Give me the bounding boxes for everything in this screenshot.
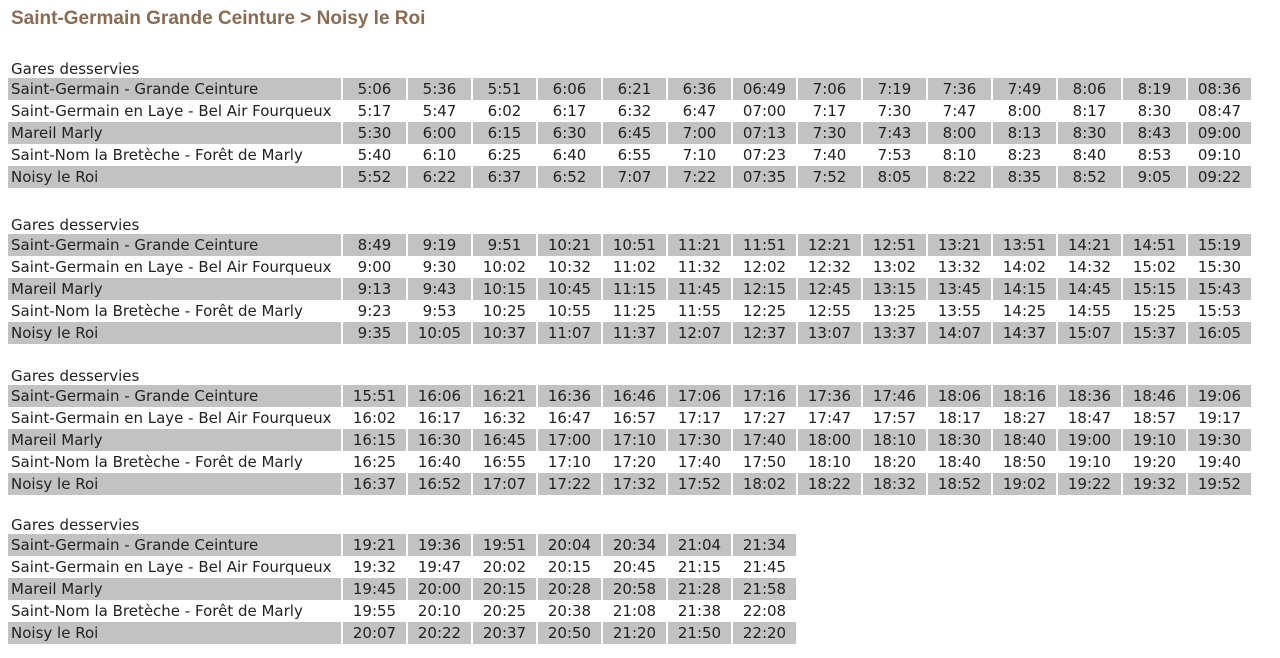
table-row [8,385,1251,407]
stations-header: Gares desservies [11,516,140,534]
departure-time: 9:51 [473,234,536,256]
departure-time: 19:00 [1058,429,1121,451]
station-name: Saint-Germain en Laye - Bel Air Fourqueux [11,558,332,576]
departure-time: 14:21 [1058,234,1121,256]
departure-time: 10:21 [538,234,601,256]
station-name: Noisy le Roi [8,622,341,644]
departure-time: 7:19 [863,78,926,100]
departure-time: 17:40 [733,429,796,451]
departure-time: 16:40 [417,453,462,471]
departure-time: 08:47 [1197,102,1242,120]
departure-time: 6:55 [617,146,652,164]
departure-time: 20:02 [482,558,527,576]
departure-time: 20:50 [538,622,601,644]
departure-time: 9:53 [422,302,457,320]
departure-time: 12:37 [733,322,796,344]
departure-time: 6:45 [603,122,666,144]
departure-time: 21:08 [612,602,657,620]
departure-time: 12:51 [863,234,926,256]
departure-time: 19:30 [1188,429,1251,451]
timetable-table [6,234,1253,344]
departure-time: 7:52 [798,166,861,188]
departure-time: 17:46 [863,385,926,407]
departure-time: 6:22 [408,166,471,188]
timetable-block [8,216,1253,344]
departure-time: 18:06 [928,385,991,407]
departure-time: 7:47 [942,102,977,120]
timetable-table [6,385,1253,495]
departure-time: 21:28 [668,578,731,600]
departure-time: 20:22 [408,622,471,644]
departure-time: 11:15 [603,278,666,300]
departure-time: 16:37 [343,473,406,495]
departure-time: 20:15 [547,558,592,576]
departure-time: 10:37 [473,322,536,344]
departure-time: 7:10 [682,146,717,164]
departure-time: 9:00 [357,258,392,276]
departure-time: 20:28 [538,578,601,600]
departure-time: 8:22 [928,166,991,188]
departure-time: 21:45 [742,558,787,576]
departure-time: 13:07 [798,322,861,344]
departure-time: 21:58 [733,578,796,600]
departure-time: 19:45 [343,578,406,600]
departure-time: 10:05 [408,322,471,344]
departure-time: 17:10 [547,453,592,471]
departure-time: 14:32 [1067,258,1112,276]
table-row [8,578,796,600]
departure-time: 7:53 [877,146,912,164]
departure-time: 15:19 [1188,234,1251,256]
departure-time: 8:30 [1137,102,1172,120]
departure-time: 6:00 [408,122,471,144]
departure-time: 17:52 [668,473,731,495]
departure-time: 7:06 [798,78,861,100]
departure-time: 8:00 [928,122,991,144]
departure-time: 14:02 [1002,258,1047,276]
departure-time: 16:32 [482,409,527,427]
departure-time: 07:35 [733,166,796,188]
departure-time: 5:51 [473,78,536,100]
departure-time: 07:13 [733,122,796,144]
departure-time: 08:36 [1188,78,1251,100]
departure-time: 19:32 [352,558,397,576]
table-row [8,451,1251,473]
departure-time: 8:40 [1072,146,1107,164]
departure-time: 11:45 [668,278,731,300]
departure-time: 21:34 [733,534,796,556]
station-name: Noisy le Roi [8,166,341,188]
departure-time: 18:16 [993,385,1056,407]
departure-time: 8:17 [1072,102,1107,120]
station-name: Saint-Nom la Bretèche - Forêt de Marly [11,453,303,471]
departure-time: 15:51 [343,385,406,407]
table-row [8,322,1251,344]
timetable-table [6,78,1253,188]
station-name: Saint-Germain - Grande Ceinture [8,534,341,556]
departure-time: 18:02 [733,473,796,495]
departure-time: 20:38 [547,602,592,620]
departure-time: 11:32 [677,258,722,276]
departure-time: 5:47 [422,102,457,120]
departure-time: 12:15 [733,278,796,300]
departure-time: 10:55 [547,302,592,320]
departure-time: 9:23 [357,302,392,320]
timetable-block [8,367,1253,495]
departure-time: 16:15 [343,429,406,451]
departure-time: 6:21 [603,78,666,100]
departure-time: 16:05 [1188,322,1251,344]
departure-time: 17:40 [677,453,722,471]
departure-time: 6:25 [487,146,522,164]
departure-time: 17:17 [677,409,722,427]
station-name: Saint-Nom la Bretèche - Forêt de Marly [11,302,303,320]
departure-time: 6:17 [552,102,587,120]
departure-time: 9:30 [422,258,457,276]
departure-time: 14:25 [1002,302,1047,320]
station-name: Saint-Germain en Laye - Bel Air Fourqueux [11,102,332,120]
timetable-table [6,534,798,644]
departure-time: 17:32 [603,473,666,495]
departure-time: 19:40 [1197,453,1242,471]
departure-time: 19:36 [408,534,471,556]
station-name: Mareil Marly [8,278,341,300]
departure-time: 09:10 [1197,146,1242,164]
departure-time: 10:32 [547,258,592,276]
departure-time: 6:32 [617,102,652,120]
departure-time: 6:15 [473,122,536,144]
station-name: Mareil Marly [8,578,341,600]
departure-time: 11:02 [612,258,657,276]
departure-time: 8:43 [1123,122,1186,144]
departure-time: 18:32 [863,473,926,495]
table-row [8,78,1251,100]
departure-time: 18:47 [1067,409,1112,427]
departure-time: 19:17 [1197,409,1242,427]
departure-time: 09:00 [1188,122,1251,144]
departure-time: 15:43 [1188,278,1251,300]
departure-time: 6:37 [473,166,536,188]
departure-time: 11:37 [603,322,666,344]
departure-time: 13:02 [872,258,917,276]
departure-time: 17:27 [742,409,787,427]
departure-time: 17:50 [742,453,787,471]
departure-time: 15:02 [1132,258,1177,276]
departure-time: 11:51 [733,234,796,256]
departure-time: 16:47 [547,409,592,427]
departure-time: 17:57 [872,409,917,427]
table-row [8,556,796,578]
table-row [8,234,1251,256]
departure-time: 13:21 [928,234,991,256]
departure-time: 10:45 [538,278,601,300]
stations-header: Gares desservies [11,60,140,78]
departure-time: 12:21 [798,234,861,256]
departure-time: 18:52 [928,473,991,495]
station-name: Noisy le Roi [8,473,341,495]
stations-header: Gares desservies [11,367,140,385]
table-row [8,600,796,622]
departure-time: 20:37 [473,622,536,644]
departure-time: 20:00 [408,578,471,600]
departure-time: 16:52 [408,473,471,495]
departure-time: 18:57 [1132,409,1177,427]
departure-time: 15:15 [1123,278,1186,300]
table-row [8,122,1251,144]
departure-time: 19:22 [1058,473,1121,495]
departure-time: 17:00 [538,429,601,451]
timetable-block [8,516,798,644]
departure-time: 18:20 [872,453,917,471]
departure-time: 8:05 [863,166,926,188]
departure-time: 18:10 [863,429,926,451]
departure-time: 21:20 [603,622,666,644]
departure-time: 20:07 [343,622,406,644]
table-row [8,166,1251,188]
departure-time: 6:36 [668,78,731,100]
departure-time: 17:22 [538,473,601,495]
departure-time: 8:30 [1058,122,1121,144]
departure-time: 6:52 [538,166,601,188]
departure-time: 8:53 [1137,146,1172,164]
departure-time: 7:30 [798,122,861,144]
departure-time: 18:40 [993,429,1056,451]
departure-time: 7:49 [993,78,1056,100]
departure-time: 6:47 [682,102,717,120]
departure-time: 6:06 [538,78,601,100]
departure-time: 07:00 [742,102,787,120]
departure-time: 15:07 [1058,322,1121,344]
departure-time: 5:17 [357,102,392,120]
departure-time: 8:10 [942,146,977,164]
table-row [8,144,1251,166]
departure-time: 15:30 [1197,258,1242,276]
departure-time: 10:51 [603,234,666,256]
departure-time: 20:25 [482,602,527,620]
departure-time: 21:15 [677,558,722,576]
station-name: Saint-Germain - Grande Ceinture [8,234,341,256]
departure-time: 5:36 [408,78,471,100]
departure-time: 13:32 [937,258,982,276]
departure-time: 18:22 [798,473,861,495]
departure-time: 8:23 [1007,146,1042,164]
departure-time: 12:02 [742,258,787,276]
departure-time: 14:07 [928,322,991,344]
departure-time: 18:00 [798,429,861,451]
departure-time: 16:36 [538,385,601,407]
departure-time: 6:02 [487,102,522,120]
departure-time: 19:02 [993,473,1056,495]
departure-time: 07:23 [742,146,787,164]
departure-time: 17:06 [668,385,731,407]
departure-time: 16:55 [482,453,527,471]
departure-time: 17:10 [603,429,666,451]
departure-time: 19:20 [1132,453,1177,471]
stations-header: Gares desservies [11,216,140,234]
departure-time: 18:50 [1002,453,1047,471]
departure-time: 11:25 [612,302,657,320]
table-row [8,429,1251,451]
station-name: Saint-Germain en Laye - Bel Air Fourqueux [11,409,332,427]
departure-time: 20:58 [603,578,666,600]
departure-time: 22:20 [733,622,796,644]
departure-time: 9:35 [343,322,406,344]
departure-time: 12:45 [798,278,861,300]
table-row [8,407,1251,429]
departure-time: 16:06 [408,385,471,407]
departure-time: 19:21 [343,534,406,556]
departure-time: 13:25 [872,302,917,320]
departure-time: 20:34 [603,534,666,556]
departure-time: 5:06 [343,78,406,100]
table-row [8,473,1251,495]
departure-time: 7:43 [863,122,926,144]
departure-time: 16:30 [408,429,471,451]
departure-time: 15:53 [1197,302,1242,320]
table-row [8,300,1251,322]
departure-time: 7:07 [603,166,666,188]
table-row [8,278,1251,300]
departure-time: 17:30 [668,429,731,451]
departure-time: 20:15 [473,578,536,600]
table-row [8,100,1251,122]
departure-time: 18:10 [807,453,852,471]
departure-time: 18:46 [1123,385,1186,407]
departure-time: 16:25 [352,453,397,471]
station-name: Saint-Germain en Laye - Bel Air Fourqueux [11,258,332,276]
departure-time: 8:00 [1007,102,1042,120]
table-row [8,256,1251,278]
departure-time: 16:45 [473,429,536,451]
departure-time: 12:55 [807,302,852,320]
departure-time: 18:36 [1058,385,1121,407]
station-name: Saint-Germain - Grande Ceinture [8,78,341,100]
departure-time: 17:07 [473,473,536,495]
departure-time: 15:37 [1123,322,1186,344]
departure-time: 7:17 [812,102,847,120]
departure-time: 7:40 [812,146,847,164]
departure-time: 6:40 [552,146,587,164]
station-name: Mareil Marly [8,429,341,451]
departure-time: 5:40 [357,146,392,164]
departure-time: 5:30 [343,122,406,144]
departure-time: 14:15 [993,278,1056,300]
departure-time: 13:15 [863,278,926,300]
departure-time: 18:17 [937,409,982,427]
departure-time: 5:52 [343,166,406,188]
departure-time: 19:47 [417,558,462,576]
departure-time: 13:37 [863,322,926,344]
departure-time: 21:38 [677,602,722,620]
departure-time: 18:40 [937,453,982,471]
departure-time: 9:05 [1123,166,1186,188]
departure-time: 17:36 [798,385,861,407]
departure-time: 13:45 [928,278,991,300]
departure-time: 11:21 [668,234,731,256]
departure-time: 21:50 [668,622,731,644]
station-name: Saint-Germain - Grande Ceinture [8,385,341,407]
departure-time: 14:55 [1067,302,1112,320]
table-row [8,622,796,644]
departure-time: 13:55 [937,302,982,320]
departure-time: 14:37 [993,322,1056,344]
table-row [8,534,796,556]
departure-time: 10:15 [473,278,536,300]
departure-time: 15:25 [1132,302,1177,320]
departure-time: 6:30 [538,122,601,144]
page-title: Saint-Germain Grande Ceinture > Noisy le Roi [11,8,426,29]
departure-time: 7:30 [877,102,912,120]
departure-time: 21:04 [668,534,731,556]
departure-time: 8:49 [343,234,406,256]
departure-time: 7:22 [668,166,731,188]
departure-time: 20:04 [538,534,601,556]
departure-time: 19:10 [1067,453,1112,471]
departure-time: 19:51 [473,534,536,556]
departure-time: 12:07 [668,322,731,344]
departure-time: 6:10 [422,146,457,164]
departure-time: 19:06 [1188,385,1251,407]
departure-time: 18:27 [1002,409,1047,427]
departure-time: 14:51 [1123,234,1186,256]
departure-time: 16:57 [612,409,657,427]
departure-time: 20:45 [612,558,657,576]
departure-time: 8:06 [1058,78,1121,100]
departure-time: 06:49 [733,78,796,100]
departure-time: 9:19 [408,234,471,256]
departure-time: 19:10 [1123,429,1186,451]
departure-time: 19:52 [1188,473,1251,495]
departure-time: 12:32 [807,258,852,276]
departure-time: 12:25 [742,302,787,320]
departure-time: 7:00 [668,122,731,144]
departure-time: 18:30 [928,429,991,451]
departure-time: 16:46 [603,385,666,407]
departure-time: 8:13 [993,122,1056,144]
departure-time: 7:36 [928,78,991,100]
timetable-block [8,60,1253,188]
departure-time: 9:43 [408,278,471,300]
departure-time: 09:22 [1188,166,1251,188]
departure-time: 17:16 [733,385,796,407]
departure-time: 20:10 [417,602,462,620]
departure-time: 16:21 [473,385,536,407]
departure-time: 19:32 [1123,473,1186,495]
departure-time: 10:25 [482,302,527,320]
departure-time: 13:51 [993,234,1056,256]
departure-time: 19:55 [352,602,397,620]
departure-time: 16:17 [417,409,462,427]
departure-time: 17:20 [612,453,657,471]
station-name: Saint-Nom la Bretèche - Forêt de Marly [11,146,303,164]
departure-time: 11:07 [538,322,601,344]
departure-time: 9:13 [343,278,406,300]
departure-time: 17:47 [807,409,852,427]
station-name: Saint-Nom la Bretèche - Forêt de Marly [11,602,303,620]
departure-time: 8:19 [1123,78,1186,100]
departure-time: 22:08 [742,602,787,620]
departure-time: 8:52 [1058,166,1121,188]
departure-time: 10:02 [482,258,527,276]
station-name: Noisy le Roi [8,322,341,344]
departure-time: 8:35 [993,166,1056,188]
departure-time: 16:02 [352,409,397,427]
departure-time: 14:45 [1058,278,1121,300]
departure-time: 11:55 [677,302,722,320]
station-name: Mareil Marly [8,122,341,144]
